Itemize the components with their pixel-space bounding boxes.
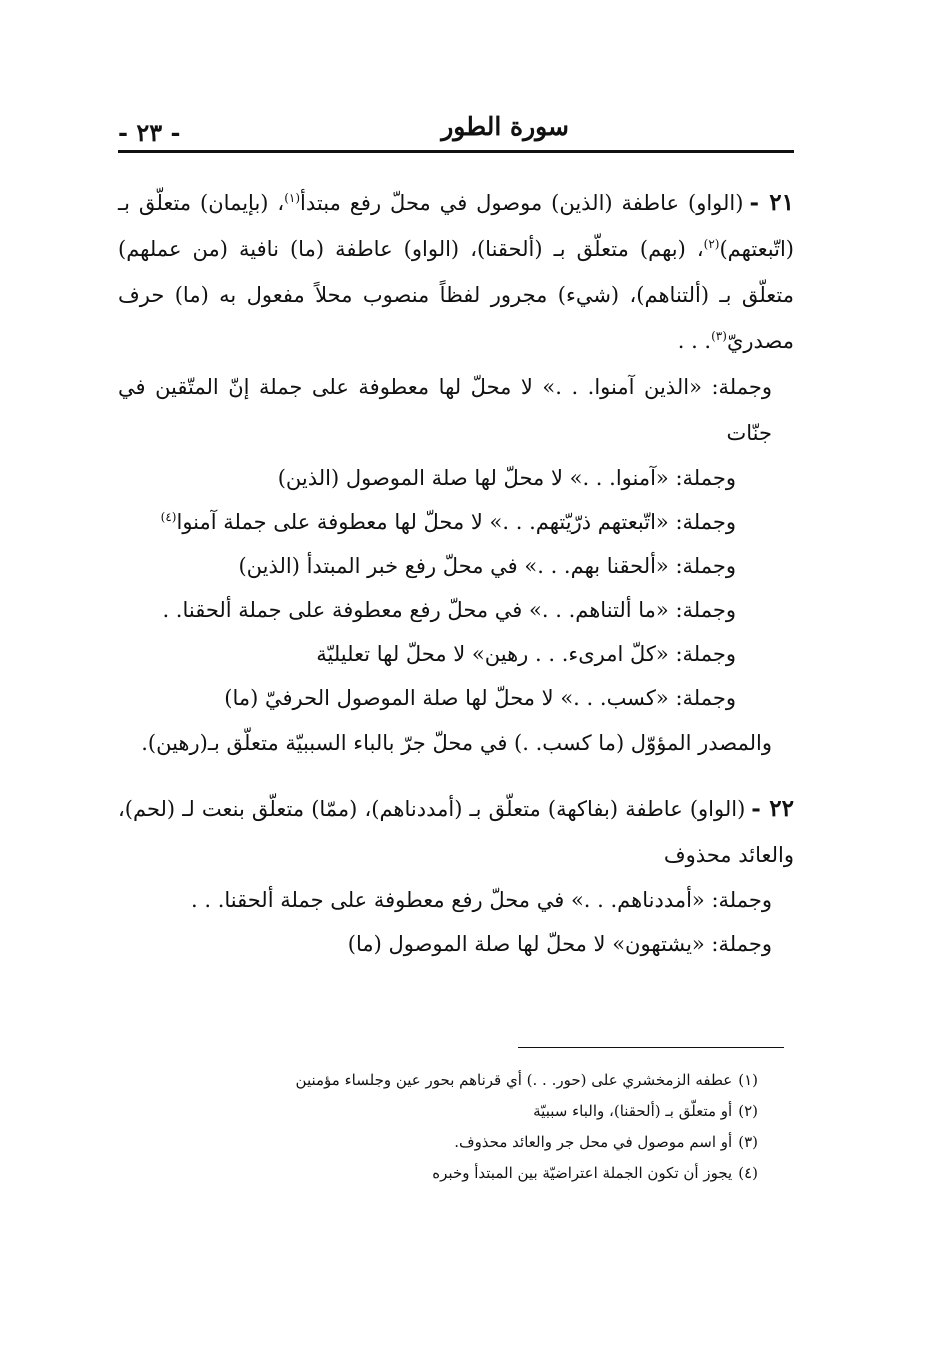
footnote-ref: (٣) [711,329,727,343]
footnote-text: عطفه الزمخشري على (حور. . .) أي قرناهم بحور عين وجلساء مؤمنين [295,1071,733,1089]
footnote [118,1065,758,1096]
footnote-number: (٣) [738,1133,758,1151]
footnote [118,1127,758,1158]
header-rule [118,150,794,153]
footnotes [118,1065,758,1189]
analysis-text: ، (بهم) متعلّق بـ (ألحقنا)، (الواو) عاطفة (ما) نافية (من عملهم) متعلّق بـ (ألتناهم)، (شيء) مجرور لفظاً منصوب محلاً مفعول به (ما) حرف مصدريّ [118,237,794,353]
footnote-number: (٢) [738,1102,758,1120]
footnote-text: يجوز أن تكون الجملة اعتراضيّة بين المبتدأ وخبره [432,1164,733,1182]
sentence-analysis: وجملة: «كلّ امرىء. . . رهين» لا محلّ لها تعليليّة [316,642,736,666]
page-header [118,112,794,152]
sentence-analysis: وجملة: «الذين آمنوا. . .» لا محلّ لها معطوفة على جملة إنّ المتّقين في جنّات [118,375,772,445]
footnote-ref: (١) [284,191,301,205]
spacer [118,766,794,786]
sentence-text: وجملة: «اتّبعتهم ذرّيّتهم. . .» لا محلّ لها معطوفة على جملة آمنوا [176,510,736,534]
sentence-analysis [118,500,794,544]
analysis-text: . . . [677,329,712,353]
verse-22-analysis [118,786,794,878]
analysis-text: ، (بإيمان) متعلّق بـ (اتّبعتهم) [118,191,794,261]
sentence-analysis: وجملة: «ما ألتناهم. . .» في محلّ رفع معطوفة على جملة ألحقنا. . [162,598,736,622]
footnote-number: (١) [738,1071,758,1089]
sentence-analysis: وجملة: «آمنوا. . .» لا محلّ لها صلة الموصول (الذين) [277,466,736,490]
footnote-rule [518,1047,784,1048]
footnote-ref: (٢) [703,237,720,251]
analysis-text: (الواو) عاطفة (بفاكهة) متعلّق بـ (أمددناهم)، (ممّا) متعلّق بنعت لـ (لحم)، والعائد محذوف [118,797,794,867]
footnote [118,1158,758,1189]
verse-number: ٢٢ - [751,795,795,822]
footnote-text: أو متعلّق بـ (ألحقنا)، والباء سببيّة [533,1102,733,1120]
main-text [118,180,794,966]
analysis-text: (الواو) عاطفة (الذين) موصول في محلّ رفع مبتدأ [300,191,744,215]
footnote-ref: (٤) [160,510,177,524]
sentence-analysis: وجملة: «كسب. . .» لا محلّ لها صلة الموصول الحرفيّ (ما) [224,686,736,710]
footnote-number: (٤) [738,1164,758,1182]
footnote-text: أو اسم موصول في محل جر والعائد محذوف. [454,1133,733,1151]
sentence-analysis: وجملة: «يشتهون» لا محلّ لها صلة الموصول (ما) [347,932,772,956]
surah-title: سورة الطور [441,112,569,141]
verse-21-analysis [118,180,794,364]
masdar-analysis: والمصدر المؤوّل (ما كسب. .) في محلّ جرّ بالباء السببيّة متعلّق بـ(رهين). [141,731,772,755]
sentence-analysis: وجملة: «ألحقنا بهم. . .» في محلّ رفع خبر المبتدأ (الذين) [238,554,736,578]
verse-number: ٢١ - [749,189,794,216]
footnote [118,1096,758,1127]
sentence-analysis: وجملة: «أمددناهم. . .» في محلّ رفع معطوفة على جملة ألحقنا. . . [191,888,772,912]
page-number: - ٢٣ - [118,118,181,147]
